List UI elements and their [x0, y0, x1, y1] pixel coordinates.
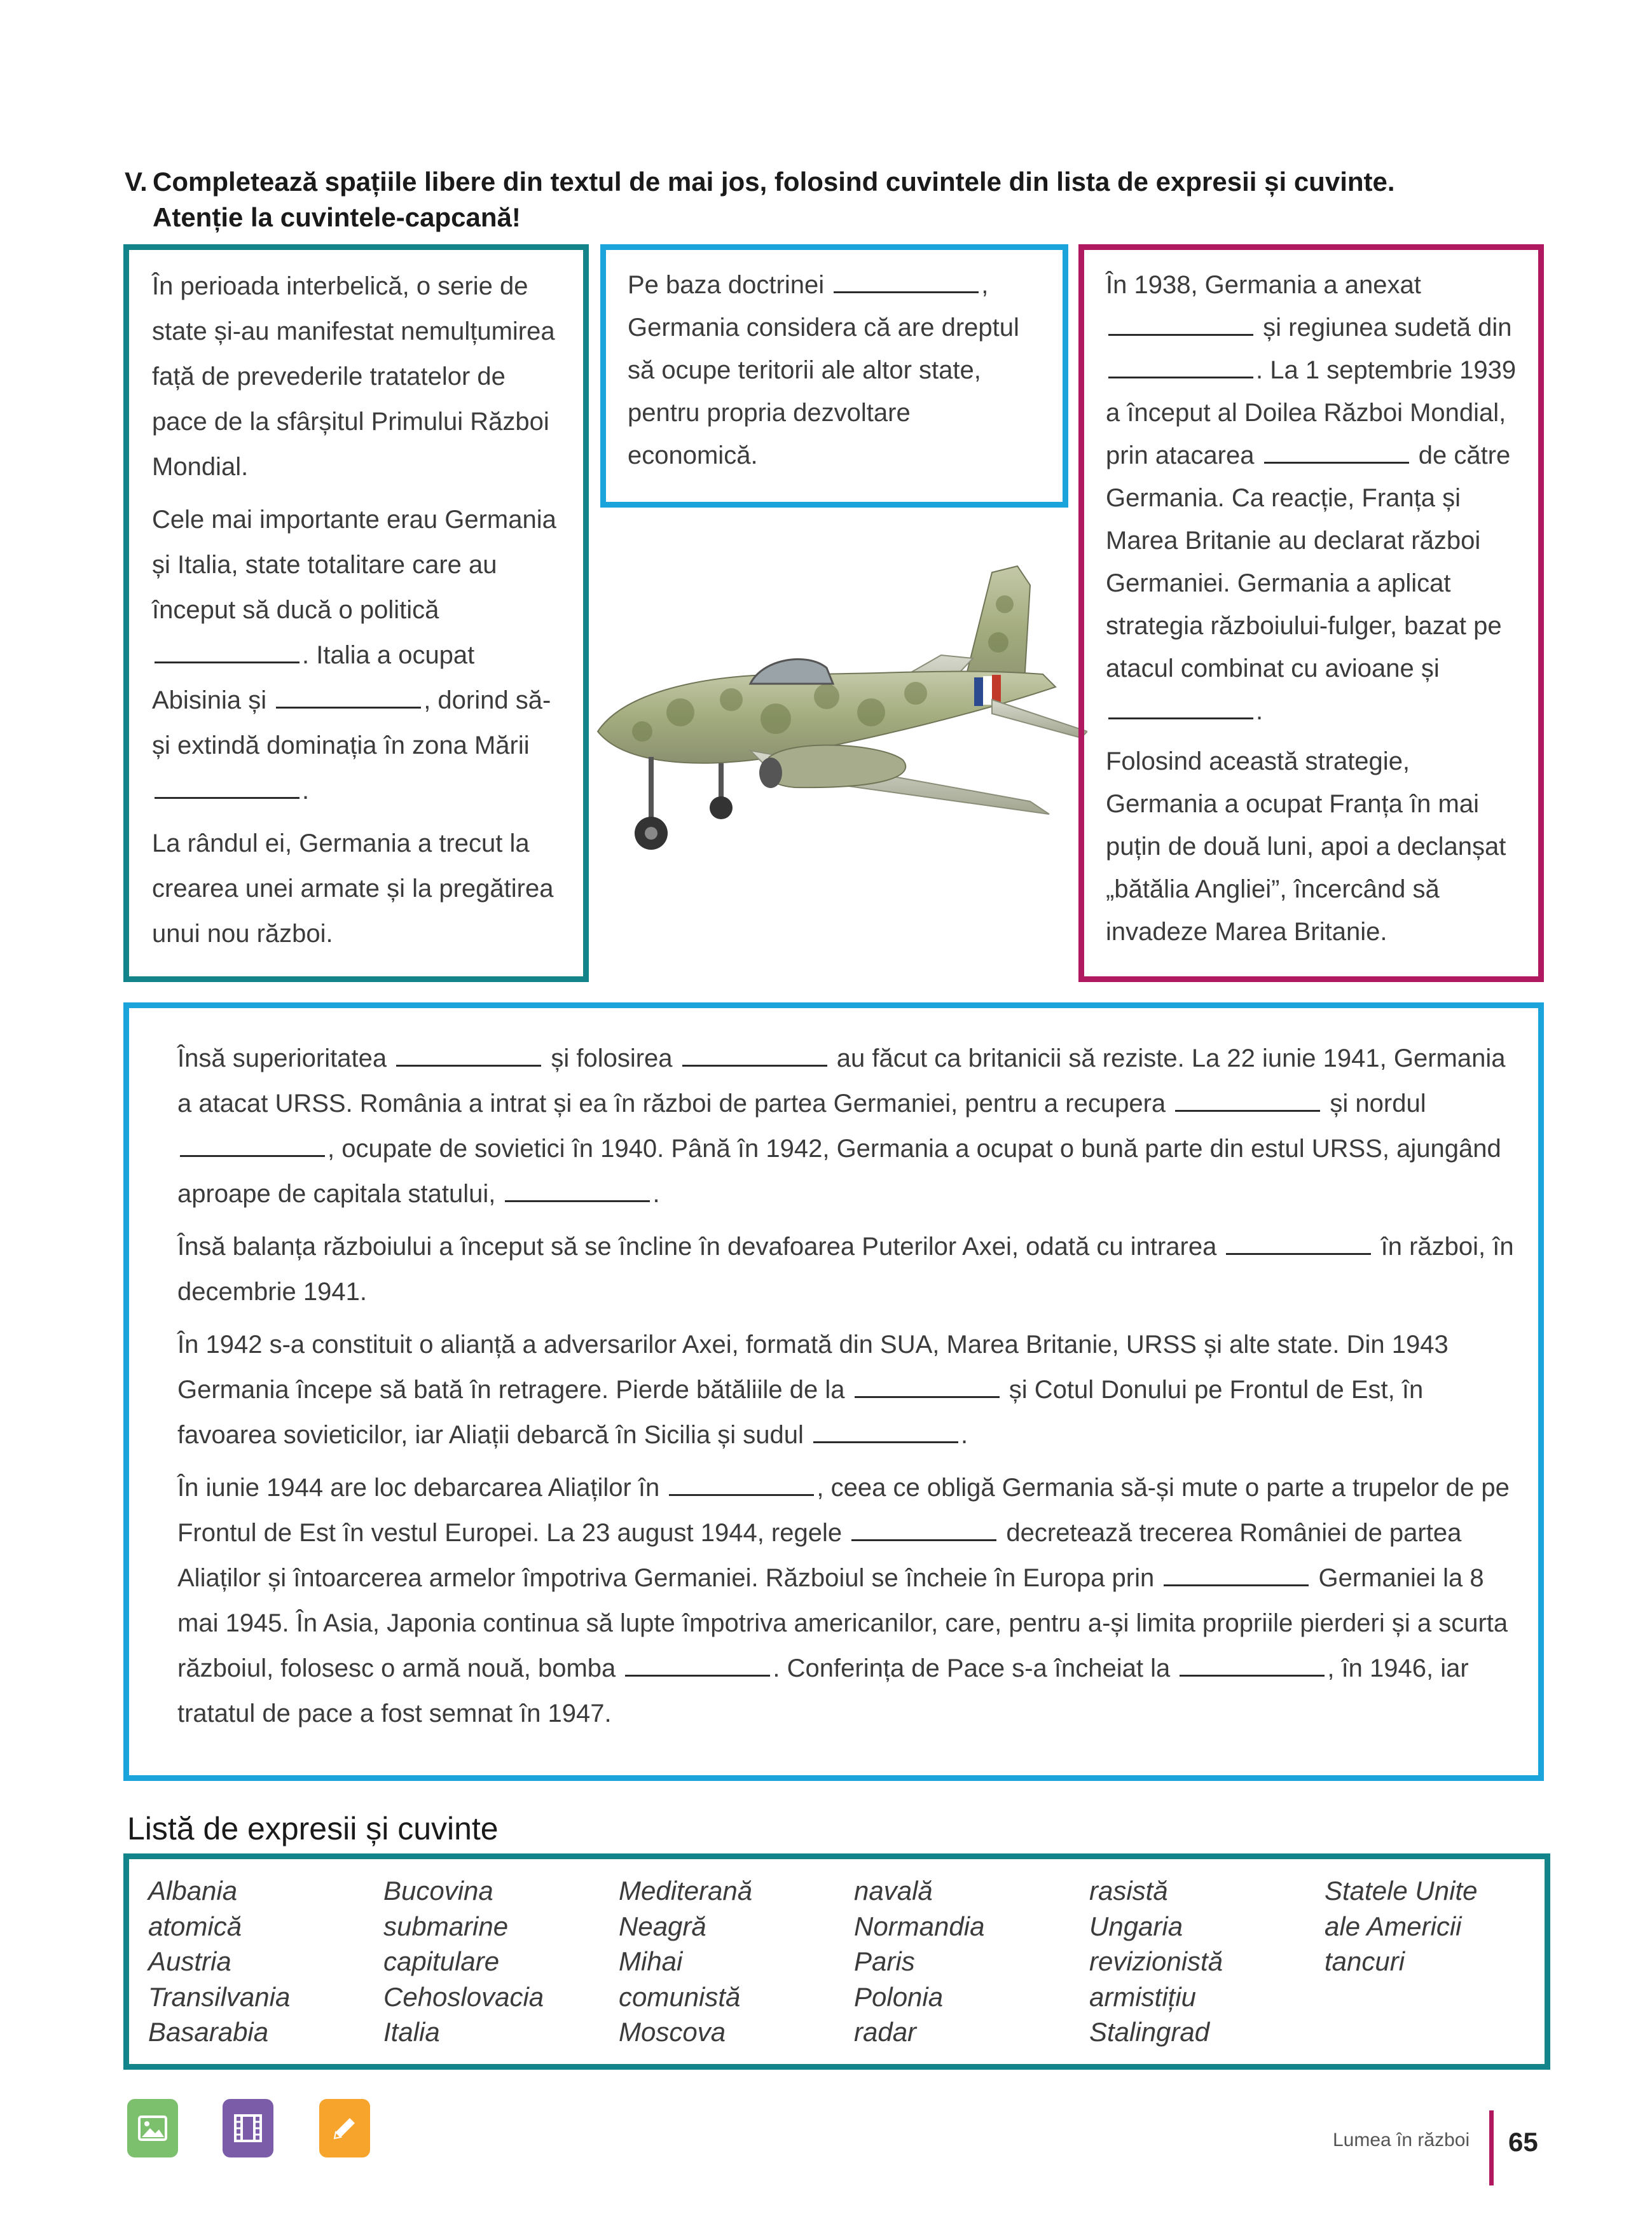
blank-field[interactable] [669, 1469, 814, 1496]
box3-text-e: . [1256, 697, 1263, 725]
box1-text-a: Cele mai importante erau Germania și Italia, state totalitare care au început să ducă o politică [152, 506, 556, 624]
word-item: Basarabia [148, 2017, 269, 2047]
box4-text: . [961, 1421, 968, 1449]
blank-field[interactable] [834, 266, 979, 293]
footer-divider [1489, 2110, 1494, 2185]
blank-field[interactable] [1108, 692, 1253, 719]
pencil-icon [329, 2113, 360, 2143]
word-item: Normandia [854, 1911, 985, 1941]
edit-button[interactable] [319, 2099, 370, 2157]
image-icon [137, 2113, 168, 2143]
box3-text-a: În 1938, Germania a anexat [1106, 271, 1421, 299]
blank-field[interactable] [276, 681, 421, 709]
box1-text-b: . Italia a ocupat Abisinia și [152, 641, 475, 714]
box4-paragraph-1 [177, 1036, 1518, 1217]
box4-text: și nordul [1330, 1090, 1426, 1118]
box1-text-d: . [302, 777, 310, 805]
chapter-label: Lumea în război [1333, 2129, 1470, 2150]
blank-field[interactable] [1164, 1559, 1309, 1586]
word-item: rasistă [1089, 1876, 1168, 1906]
box4-paragraph-2 [177, 1224, 1518, 1315]
blank-field[interactable] [855, 1371, 1000, 1398]
blank-field[interactable] [1264, 436, 1409, 464]
box4-text: . [652, 1180, 660, 1208]
word-item: Austria [148, 1946, 231, 1976]
blank-field[interactable] [180, 1130, 325, 1157]
task-line-2: Atenție la cuvintele-capcană! [153, 202, 521, 232]
task-instruction [125, 164, 1530, 235]
box3-paragraph-1 [1106, 264, 1517, 733]
box4-text: Germaniei la 8 mai 1945. În Asia, Japonia continua să lupte împotriva americanilor, care, pentru a-și limita propriile pierderi și a scurta războiul, folosesc o armă nouă, bomba [177, 1564, 1508, 1682]
blank-field[interactable] [625, 1649, 770, 1677]
word-column [854, 1873, 1089, 2050]
box1-text-c: , dorind să-și extindă dominația în zona Mării [152, 686, 551, 759]
blank-field[interactable] [1108, 351, 1253, 378]
box1-paragraph-3: La rândul ei, Germania a trecut la crearea unei armate și la pregătirea unui nou război. [152, 829, 554, 948]
word-item: armistițiu [1089, 1981, 1197, 2012]
word-item: ale Americii [1325, 1911, 1462, 1941]
word-item: Transilvania [148, 1981, 291, 2012]
word-item: Moscova [619, 2017, 726, 2047]
box4-text: Însă balanța războiului a început să se încline în devafoarea Puterilor Axei, odată cu intrarea [177, 1233, 1217, 1261]
word-item: capitulare [383, 1946, 500, 1976]
word-item: tancuri [1325, 1946, 1405, 1976]
word-column [1325, 1873, 1560, 1979]
word-column [619, 1873, 854, 2050]
word-item: radar [854, 2017, 917, 2047]
box2-paragraph [628, 264, 1041, 477]
task-number: V. [125, 167, 148, 197]
blank-field[interactable] [813, 1416, 958, 1443]
blank-field[interactable] [505, 1175, 650, 1202]
box3-text-c: . La 1 septembrie 1939 a început al Doilea Război Mondial, prin atacarea [1106, 356, 1517, 469]
word-item: Stalingrad [1089, 2017, 1210, 2047]
box4-text: În 1942 s-a constituit o alianță a adversarilor Axei, formată din SUA, Marea Britanie, URSS și alte state. Din 1943 Germania începe să bată în retragere. Pierde bătăliile de la [177, 1331, 1449, 1404]
image-button[interactable] [127, 2099, 178, 2157]
blank-field[interactable] [1108, 308, 1253, 336]
box4-text: și folosirea [551, 1044, 673, 1072]
word-item: Paris [854, 1946, 915, 1976]
text-box-doctrine [600, 244, 1068, 508]
word-item: atomică [148, 1911, 242, 1941]
jet-aircraft-image [585, 547, 1087, 878]
text-box-war-course [123, 1002, 1544, 1781]
word-item: revizionistă [1089, 1946, 1223, 1976]
word-list-box [123, 1853, 1550, 2070]
word-column [1089, 1873, 1325, 2050]
box3-paragraph-2: Folosind această strategie, Germania a ocupat Franța în mai puțin de două luni, apoi a declanșat „bătălia Angliei”, încercând să invadeze Marea Britanie. [1106, 747, 1506, 946]
box4-text: decretează trecerea României de partea Aliaților și întoarcerea armelor împotriva Germaniei. Războiul se încheie în Europa prin [177, 1519, 1462, 1592]
word-item: Ungaria [1089, 1911, 1183, 1941]
task-line-1: Completează spațiile libere din textul de mai jos, folosind cuvintele din lista de expresii și cuvinte. [153, 167, 1395, 197]
word-item: Mediterană [619, 1876, 753, 1906]
box4-text: în război, în decembrie 1941. [177, 1233, 1514, 1306]
box4-paragraph-4 [177, 1465, 1518, 1736]
word-item: Bucovina [383, 1876, 493, 1906]
word-item: Albania [148, 1876, 238, 1906]
blank-field[interactable] [1175, 1084, 1320, 1112]
word-item: Statele Unite [1325, 1876, 1478, 1906]
word-column [383, 1873, 619, 2050]
film-icon [233, 2113, 263, 2143]
word-item: Cehoslovacia [383, 1981, 544, 2012]
box4-text: , ceea ce obligă Germania să-și mute o parte a trupelor de pe Frontul de Est în vestul Europei. La 23 august 1944, regele [177, 1474, 1510, 1547]
blank-field[interactable] [396, 1039, 541, 1067]
box3-text-b: și regiunea sudetă din [1263, 314, 1512, 342]
box4-text: , în 1946, iar tratatul de pace a fost semnat în 1947. [177, 1654, 1469, 1728]
box4-paragraph-3 [177, 1322, 1518, 1458]
box2-text-a: Pe baza doctrinei [628, 271, 825, 299]
box4-text: , ocupate de sovietici în 1940. Până în 1942, Germania a ocupat o bună parte din estul URSS, ajungând aproape de capitala statului, [177, 1135, 1501, 1208]
box4-text: . Conferința de Pace s-a încheiat la [773, 1654, 1171, 1682]
word-item: Polonia [854, 1981, 944, 2012]
box3-text-d: de către Germania. Ca reacție, Franța și Marea Britanie au declarat război Germaniei. Germania a aplicat strategia războiului-fulger, bazat pe atacul combinat cu avioane și [1106, 441, 1511, 682]
blank-field[interactable] [682, 1039, 827, 1067]
box4-text: au făcut ca britanicii să reziste. La 22 iunie 1941, Germania a atacat URSS. România a intrat și ea în război de partea Germaniei, pentru a recupera [177, 1044, 1506, 1118]
box1-paragraph-2 [152, 497, 560, 814]
word-item: Neagră [619, 1911, 706, 1941]
box4-text: În iunie 1944 are loc debarcarea Aliaților în [177, 1474, 660, 1502]
video-button[interactable] [223, 2099, 273, 2157]
word-item: comunistă [619, 1981, 741, 2012]
text-box-interwar [123, 244, 589, 982]
box1-paragraph-1: În perioada interbelică, o serie de state și-au manifestat nemulțumirea față de prevederile tratatelor de pace de la sfârșitul Primului Război Mondial. [152, 272, 555, 481]
blank-field[interactable] [155, 636, 299, 663]
word-item: Mihai [619, 1946, 683, 1976]
word-column [148, 1873, 383, 2050]
word-list-title: Listă de expresii și cuvinte [127, 1811, 499, 1846]
box2-text-b: , Germania considera că are dreptul să ocupe teritorii ale altor state, pentru propria dezvoltare economică. [628, 271, 1019, 469]
blank-field[interactable] [851, 1514, 996, 1541]
blank-field[interactable] [155, 772, 299, 799]
box4-text: Însă superioritatea [177, 1044, 387, 1072]
word-item: Italia [383, 2017, 440, 2047]
word-item: navală [854, 1876, 933, 1906]
word-item: submarine [383, 1911, 509, 1941]
blank-field[interactable] [1226, 1228, 1371, 1255]
text-box-ww2-start [1078, 244, 1544, 982]
box4-text: și Cotul Donului pe Frontul de Est, în favoarea sovieticilor, iar Aliații debarcă în Sicilia și sudul [177, 1376, 1424, 1449]
page-number: 65 [1508, 2127, 1538, 2157]
blank-field[interactable] [1180, 1649, 1325, 1677]
